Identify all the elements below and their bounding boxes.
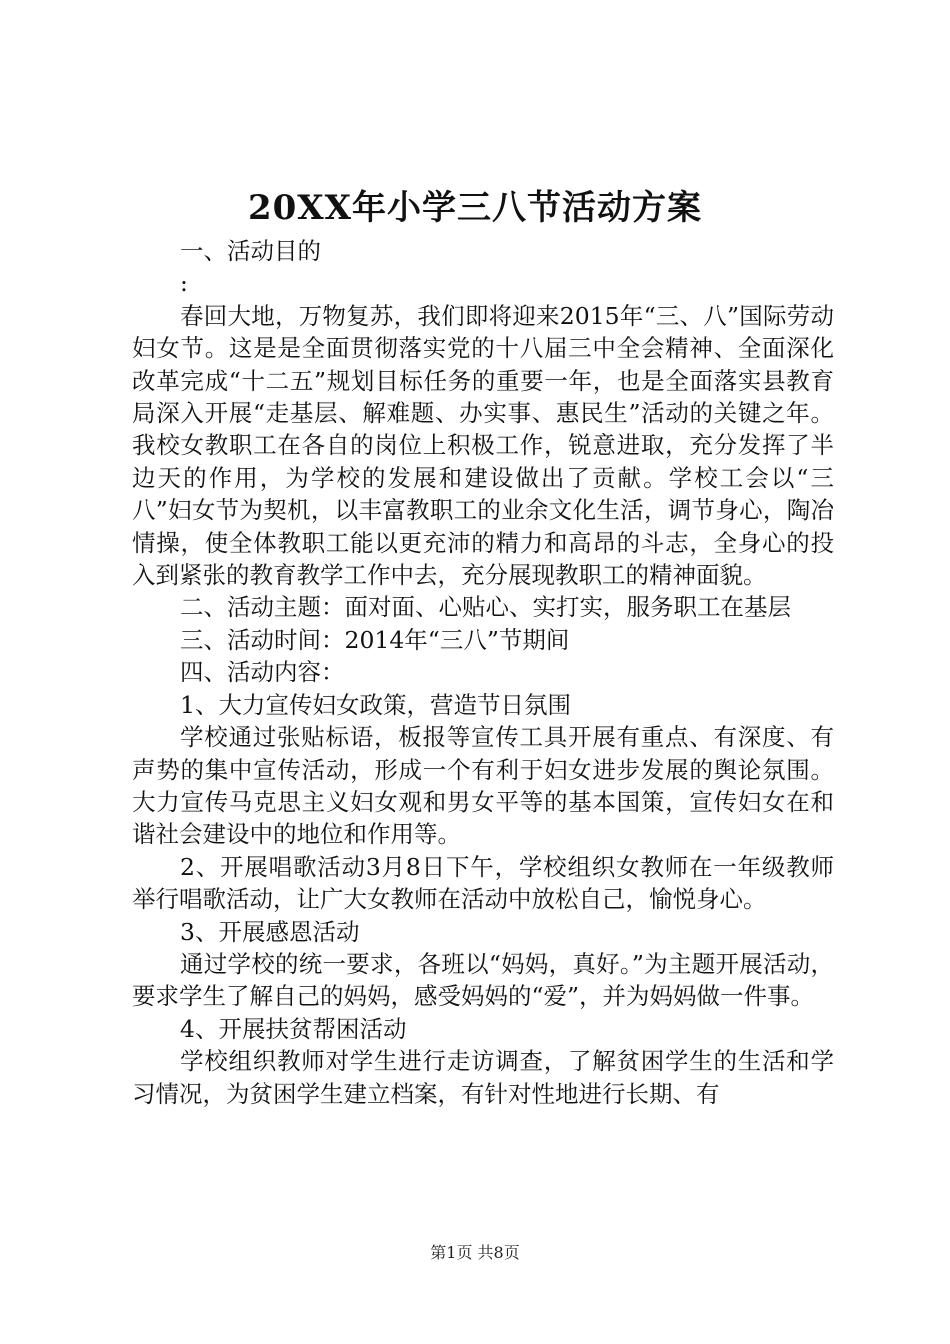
section-heading-purpose: 一、活动目的	[180, 237, 321, 265]
document-body	[132, 235, 834, 1110]
item-heading-4: 4、开展扶贫帮困活动	[180, 1014, 407, 1043]
paragraph-item-1: 学校通过张贴标语，板报等宣传工具开展有重点、有深度、有声势的集中宣传活动，形成一个有利于妇女进步发展的舆论氛围。大力宣传马克思主义妇女观和男女平等的基本国策，宣传妇女在和谐社会建设中的地位和作用等。	[132, 723, 834, 849]
section-heading-content: 四、活动内容：	[180, 658, 345, 687]
paragraph-item-3: 通过学校的统一要求，各班以“妈妈，真好。”为主题开展活动，要求学生了解自己的妈妈，感受妈妈的“爱”，并为妈妈做一件事。	[132, 949, 834, 1011]
colon-line: :	[180, 269, 188, 298]
section-heading-time: 三、活动时间：2014年“三八”节期间	[180, 625, 570, 654]
page-number-footer: 第1页 共8页	[430, 1243, 520, 1262]
paragraph-intro: 春回大地，万物复苏，我们即将迎来2015年“三、八”国际劳动妇女节。这是是全面贯彻落实党的十八届三中全会精神、全面深化改革完成“十二五”规划目标任务的重要一年，也是全面落实县教育局深入开展“走基层、解难题、办实事、惠民生”活动的关键之年。我校女教职工在各自的岗位上积极工作，锐意进取，充分发挥了半边天的作用，为学校的发展和建设做出了贡献。学校工会以“三八”妇女节为契机，以丰富教职工的业余文化生活，调节身心，陶冶情操，使全体教职工能以更充沛的精力和高昂的斗志，全身心的投入到紧张的教育教学工作中去，充分展现教职工的精神面貌。	[132, 301, 834, 590]
paragraph-item-4: 学校组织教师对学生进行走访调查，了解贫困学生的生活和学习情况，为贫困学生建立档案，有针对性地进行长期、有	[132, 1047, 834, 1108]
paragraph-item-2: 2、开展唱歌活动3月8日下午，学校组织女教师在一年级教师举行唱歌活动，让广大女教师在活动中放松自己，愉悦身心。	[132, 852, 834, 914]
document-title: 20XX年小学三八节活动方案	[247, 188, 703, 228]
item-heading-3: 3、开展感恩活动	[180, 917, 360, 946]
section-heading-theme: 二、活动主题：面对面、心贴心、实打实，服务职工在基层	[180, 593, 791, 622]
item-heading-1: 1、大力宣传妇女政策，营造节日氛围	[180, 690, 571, 719]
